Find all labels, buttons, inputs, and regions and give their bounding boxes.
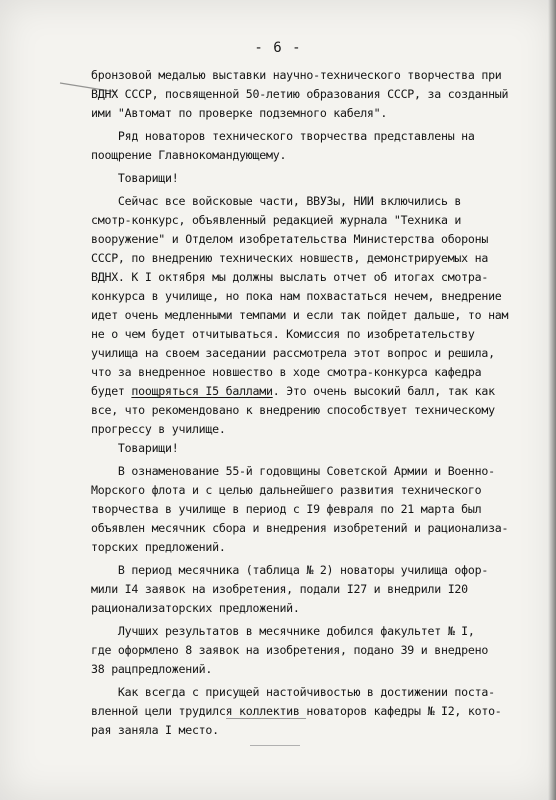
text-line: В период месячника (таблица № 2) новаторы училища офор-: [91, 563, 489, 577]
text-line: идет очень медленными темпами и если так пойдет дальше, то нам: [91, 308, 509, 322]
page-edge-shadow: [548, 0, 556, 800]
text-line: СССР, по внедрению технических новшеств, демонстрируемых на: [91, 251, 489, 265]
text-segment: . Это очень высокий балл, так как: [272, 384, 495, 398]
text-line: творчества в училище в период с I9 февраля по 21 марта был: [91, 502, 482, 516]
text-line: что за внедренное новшество в ходе смотра-конкурса кафедра: [91, 365, 482, 379]
text-line: ВДНХ. К I октября мы должны выслать отчет об итогах смотра-: [91, 270, 489, 284]
text-line: Товарищи!: [91, 441, 179, 455]
text-line: все, что рекомендовано к внедрению способствует техническому: [91, 403, 495, 417]
faint-rule: [226, 718, 306, 719]
text-line: рационализаторских предложений.: [91, 601, 300, 615]
text-line: объявлен месячник сбора и внедрения изобретений и рационализа-: [91, 521, 509, 535]
text-line: прогрессу в училище.: [91, 422, 226, 436]
text-line: мили I4 заявок на изобретения, подали I27 и внедрили I20: [91, 582, 468, 596]
text-line: 38 рацпредложений.: [91, 662, 213, 676]
text-line: ими "Автомат по проверке подземного кабеля".: [91, 106, 388, 120]
text-line: Ряд новаторов технического творчества представлены на: [91, 129, 475, 143]
page-number: - 6 -: [254, 40, 302, 56]
text-line: Сейчас все войсковые части, ВВУЗы, НИИ включились в: [91, 194, 462, 208]
text-line: вленной цели трудился коллектив новаторов кафедры № I2, кото-: [91, 704, 502, 718]
faint-rule: [250, 745, 300, 746]
text-line: поощрение Главнокомандующему.: [91, 148, 287, 162]
text-line: конкурса в училище, но пока нам похвастаться нечем, внедрение: [91, 289, 502, 303]
text-line: рая заняла I место.: [91, 723, 219, 737]
text-line: не о чем будет отчитываться. Комиссия по изобретательству: [91, 327, 475, 341]
text-line: училища на своем заседании рассмотрела этот вопрос и решила,: [91, 346, 495, 360]
text-line: где оформлено 8 заявок на изобретения, подано 39 и внедрено: [91, 643, 489, 657]
document-body: [91, 66, 543, 740]
text-line: бронзовой медалью выставки научно-технического творчества при: [91, 68, 502, 82]
text-line: ВДНХ СССР, посвященной 50-летию образования СССР, за созданный: [91, 87, 509, 101]
text-line: смотр-конкурс, объявленный редакцией журнала "Техника и: [91, 213, 462, 227]
text-line: Товарищи!: [91, 171, 179, 185]
underlined-phrase: поощряться I5 баллами: [131, 384, 273, 398]
text-line: Как всегда с присущей настойчивостью в достижении поста-: [91, 685, 495, 699]
text-segment: будет: [91, 384, 132, 398]
text-line: торских предложений.: [91, 540, 226, 554]
text-line: Лучших результатов в месячнике добился факультет № I,: [91, 624, 475, 638]
text-line: Морского флота и с целью дальнейшего развития технического: [91, 483, 482, 497]
text-line: В ознаменование 55-й годовщины Советской Армии и Военно-: [91, 464, 495, 478]
text-line: вооружение" и Отделом изобретательства Министерства обороны: [91, 232, 489, 246]
text-line-underlined: [91, 382, 543, 401]
